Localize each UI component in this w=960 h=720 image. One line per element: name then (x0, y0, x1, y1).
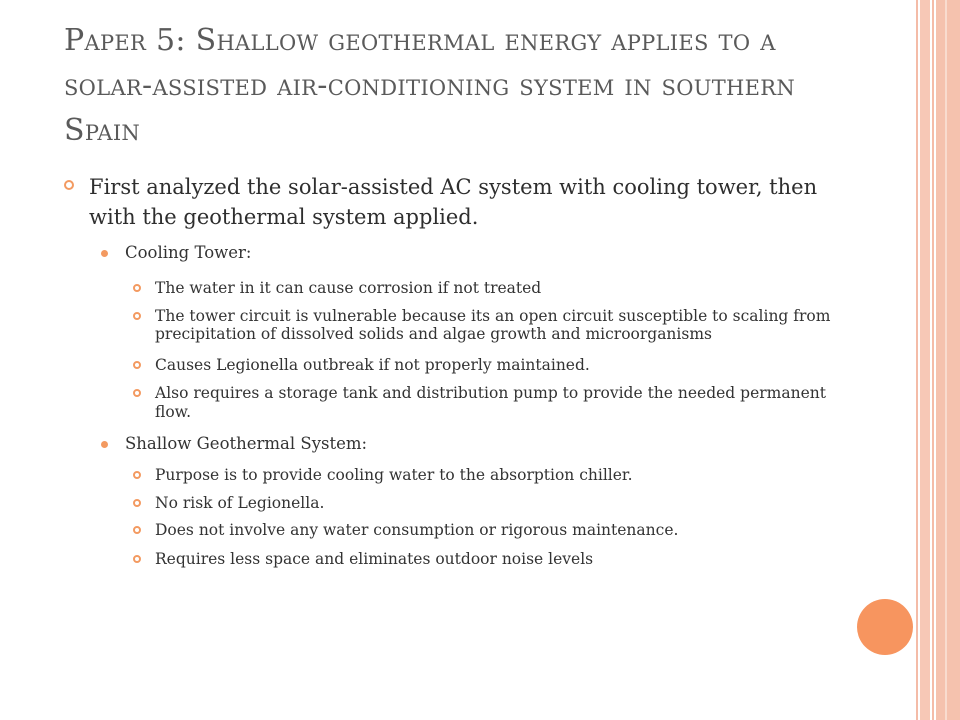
ring-bullet-small-icon (133, 389, 141, 397)
bullet-content (64, 172, 854, 568)
ring-bullet-small-icon (133, 284, 141, 292)
list-item (64, 494, 854, 513)
decorative-stripe (920, 0, 930, 720)
main-bullet (64, 172, 854, 232)
geothermal-heading (64, 432, 854, 456)
ring-bullet-small-icon (133, 471, 141, 479)
decorative-stripe (936, 0, 960, 720)
dot-bullet-icon (101, 441, 108, 448)
decorative-stripe (932, 0, 934, 720)
list-item-text: Also requires a storage tank and distribution pump to provide the needed permanent flow. (155, 384, 826, 421)
cooling-tower-heading-text: Cooling Tower: (125, 243, 252, 262)
ring-bullet-small-icon (133, 361, 141, 369)
ring-bullet-icon (64, 180, 74, 190)
list-item-text: The tower circuit is vulnerable because its an open circuit susceptible to scaling from precipitation of dissolved solids and algae growth and microorganisms (155, 306, 831, 343)
slide-title: Paper 5: Shallow geothermal energy applies to a solar-assisted air-conditioning system in southern Spain (64, 23, 796, 148)
geothermal-heading-text: Shallow Geothermal System: (125, 434, 368, 453)
ring-bullet-small-icon (133, 312, 141, 320)
list-item-text: No risk of Legionella. (155, 493, 325, 512)
cooling-tower-heading (64, 241, 854, 265)
list-item-text: Purpose is to provide cooling water to the absorption chiller. (155, 466, 633, 484)
decorative-stripe (945, 0, 947, 720)
dot-bullet-icon (101, 250, 108, 257)
list-item-text: Causes Legionella outbreak if not properly maintained. (155, 355, 590, 374)
decorative-circle (857, 599, 913, 655)
list-item (64, 521, 854, 540)
list-item-text: Requires less space and eliminates outdoor noise levels (155, 549, 594, 568)
list-item (64, 356, 854, 375)
list-item-text: Does not involve any water consumption or rigorous maintenance. (155, 521, 679, 539)
main-bullet-text: First analyzed the solar-assisted AC system with cooling tower, then with the geothermal system applied. (89, 175, 818, 229)
ring-bullet-small-icon (133, 555, 141, 563)
list-item (64, 550, 854, 569)
list-item (64, 466, 854, 485)
decorative-stripe (916, 0, 918, 720)
list-item (64, 384, 854, 421)
ring-bullet-small-icon (133, 526, 141, 534)
ring-bullet-small-icon (133, 499, 141, 507)
list-item-text: The water in it can cause corrosion if not treated (155, 279, 542, 297)
list-item (64, 307, 854, 344)
list-item (64, 279, 854, 298)
